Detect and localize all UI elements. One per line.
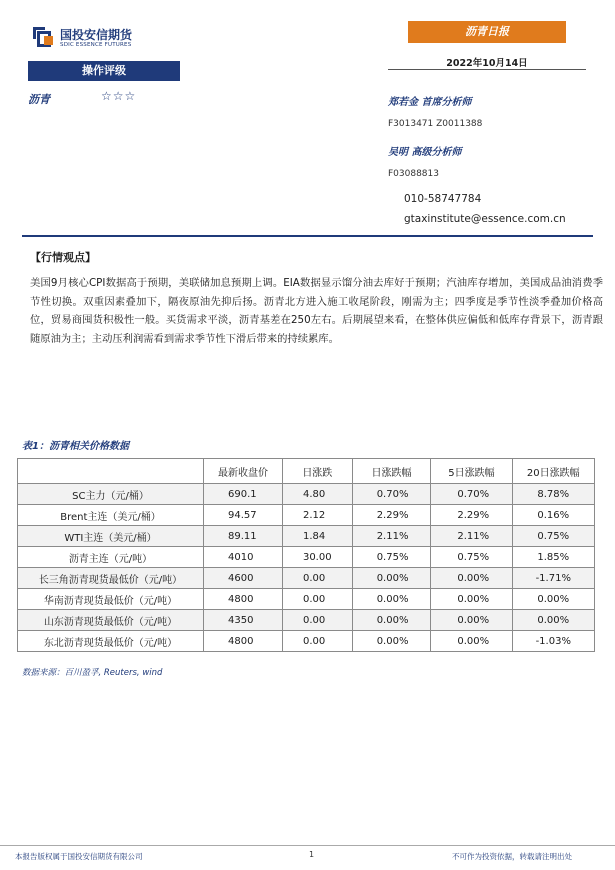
cell-5d-pct: 0.70% xyxy=(431,484,512,505)
table-row xyxy=(18,631,595,652)
report-type-badge: 沥青日报 xyxy=(408,21,566,43)
cell-close: 4800 xyxy=(204,589,283,610)
cell-change: 30.00 xyxy=(282,547,352,568)
report-date: 2022年10月14日 xyxy=(446,58,528,69)
col-header: 5日涨跌幅 xyxy=(431,459,512,484)
cell-close: 89.11 xyxy=(204,526,283,547)
col-header: 日涨跌 xyxy=(282,459,352,484)
col-header: 20日涨跌幅 xyxy=(512,459,594,484)
table-header-row xyxy=(18,459,595,484)
row-label: WTI主连（美元/桶） xyxy=(18,526,204,547)
cell-change-pct: 0.00% xyxy=(352,631,431,652)
cell-change: 2.12 xyxy=(282,505,352,526)
logo-mark-icon xyxy=(33,27,53,49)
row-label: 华南沥青现货最低价（元/吨） xyxy=(18,589,204,610)
rating-banner: 操作评级 xyxy=(28,61,180,80)
cell-change-pct: 2.29% xyxy=(352,505,431,526)
footer-copyright: 本报告版权属于国投安信期货有限公司 xyxy=(15,852,143,861)
logo-name-en: SDIC ESSENCE FUTURES xyxy=(60,42,132,48)
cell-20d-pct: 0.00% xyxy=(512,610,594,631)
col-header: 最新收盘价 xyxy=(204,459,283,484)
cell-change-pct: 0.00% xyxy=(352,568,431,589)
analyst-2-name: 吴明 高级分析师 xyxy=(388,147,462,158)
table-corner-cell xyxy=(18,459,204,484)
cell-5d-pct: 2.11% xyxy=(431,526,512,547)
cell-change: 0.00 xyxy=(282,589,352,610)
product-name: 沥青 xyxy=(28,93,50,106)
row-label: 东北沥青现货最低价（元/吨） xyxy=(18,631,204,652)
cell-20d-pct: 0.75% xyxy=(512,526,594,547)
cell-change-pct: 0.75% xyxy=(352,547,431,568)
cell-5d-pct: 0.00% xyxy=(431,568,512,589)
row-label: SC主力（元/桶） xyxy=(18,484,204,505)
cell-close: 4800 xyxy=(204,631,283,652)
cell-close: 4010 xyxy=(204,547,283,568)
cell-change: 0.00 xyxy=(282,610,352,631)
cell-close: 4600 xyxy=(204,568,283,589)
cell-change-pct: 0.00% xyxy=(352,610,431,631)
contact-phone: 010-58747784 xyxy=(404,193,482,205)
company-logo xyxy=(33,24,163,54)
cell-20d-pct: 8.78% xyxy=(512,484,594,505)
row-label: 沥青主连（元/吨） xyxy=(18,547,204,568)
cell-change-pct: 2.11% xyxy=(352,526,431,547)
cell-change: 1.84 xyxy=(282,526,352,547)
analyst-2-cert: F03088813 xyxy=(388,169,439,179)
market-view-heading: 【行情观点】 xyxy=(30,251,96,264)
data-source-note: 数据来源：百川盈孚, Reuters, wind xyxy=(22,668,163,678)
market-view-text: 美国9月核心CPI数据高于预期，美联储加息预期上调。EIA数据显示馏分油去库好于预期；汽油库存增加，美国成品油消费季节性切换。双重因素叠加下，隔夜原油先抑后扬。沥青北方进入施工收尾阶段，刚需为主；四季度是季节性淡季叠加价格高位，贸易商囤货积极性一般。买货需求平淡，沥青基差在250左右。后期展望来看，在整体供应偏低和低库存背景下，沥青跟随原油为主；主动压利润需看到需求季节性下滑后带来的持续累库。 xyxy=(30,277,603,345)
row-label: 山东沥青现货最低价（元/吨） xyxy=(18,610,204,631)
cell-20d-pct: 0.00% xyxy=(512,589,594,610)
cell-20d-pct: 1.85% xyxy=(512,547,594,568)
footer-divider xyxy=(0,845,615,846)
analyst-1-cert: F3013471 Z0011388 xyxy=(388,119,483,129)
table-row xyxy=(18,526,595,547)
cell-change-pct: 0.70% xyxy=(352,484,431,505)
cell-5d-pct: 2.29% xyxy=(431,505,512,526)
table-row xyxy=(18,610,595,631)
cell-change: 0.00 xyxy=(282,568,352,589)
row-label: Brent主连（美元/桶） xyxy=(18,505,204,526)
row-label: 长三角沥青现货最低价（元/吨） xyxy=(18,568,204,589)
contact-email[interactable]: gtaxinstitute@essence.com.cn xyxy=(404,213,566,225)
table-row xyxy=(18,568,595,589)
page-number: 1 xyxy=(309,850,315,859)
table-row xyxy=(18,589,595,610)
cell-5d-pct: 0.00% xyxy=(431,610,512,631)
rating-stars-icon: ☆☆☆ xyxy=(101,89,137,103)
table-title: 表1：沥青相关价格数据 xyxy=(22,441,129,452)
analyst-1-name: 郑若金 首席分析师 xyxy=(388,97,472,108)
header-divider xyxy=(22,235,593,237)
cell-5d-pct: 0.00% xyxy=(431,589,512,610)
table-row xyxy=(18,505,595,526)
cell-5d-pct: 0.00% xyxy=(431,631,512,652)
table-row xyxy=(18,484,595,505)
date-divider xyxy=(388,69,586,70)
cell-20d-pct: -1.03% xyxy=(512,631,594,652)
footer-disclaimer: 不可作为投资依据，转载请注明出处 xyxy=(452,852,572,861)
col-header: 日涨跌幅 xyxy=(352,459,431,484)
cell-5d-pct: 0.75% xyxy=(431,547,512,568)
logo-name-cn: 国投安信期货 xyxy=(60,28,133,42)
cell-close: 4350 xyxy=(204,610,283,631)
table-row xyxy=(18,547,595,568)
cell-change-pct: 0.00% xyxy=(352,589,431,610)
price-table xyxy=(17,458,595,652)
rating-divider xyxy=(28,80,180,81)
cell-20d-pct: 0.16% xyxy=(512,505,594,526)
cell-close: 690.1 xyxy=(204,484,283,505)
cell-change: 4.80 xyxy=(282,484,352,505)
cell-close: 94.57 xyxy=(204,505,283,526)
cell-change: 0.00 xyxy=(282,631,352,652)
cell-20d-pct: -1.71% xyxy=(512,568,594,589)
